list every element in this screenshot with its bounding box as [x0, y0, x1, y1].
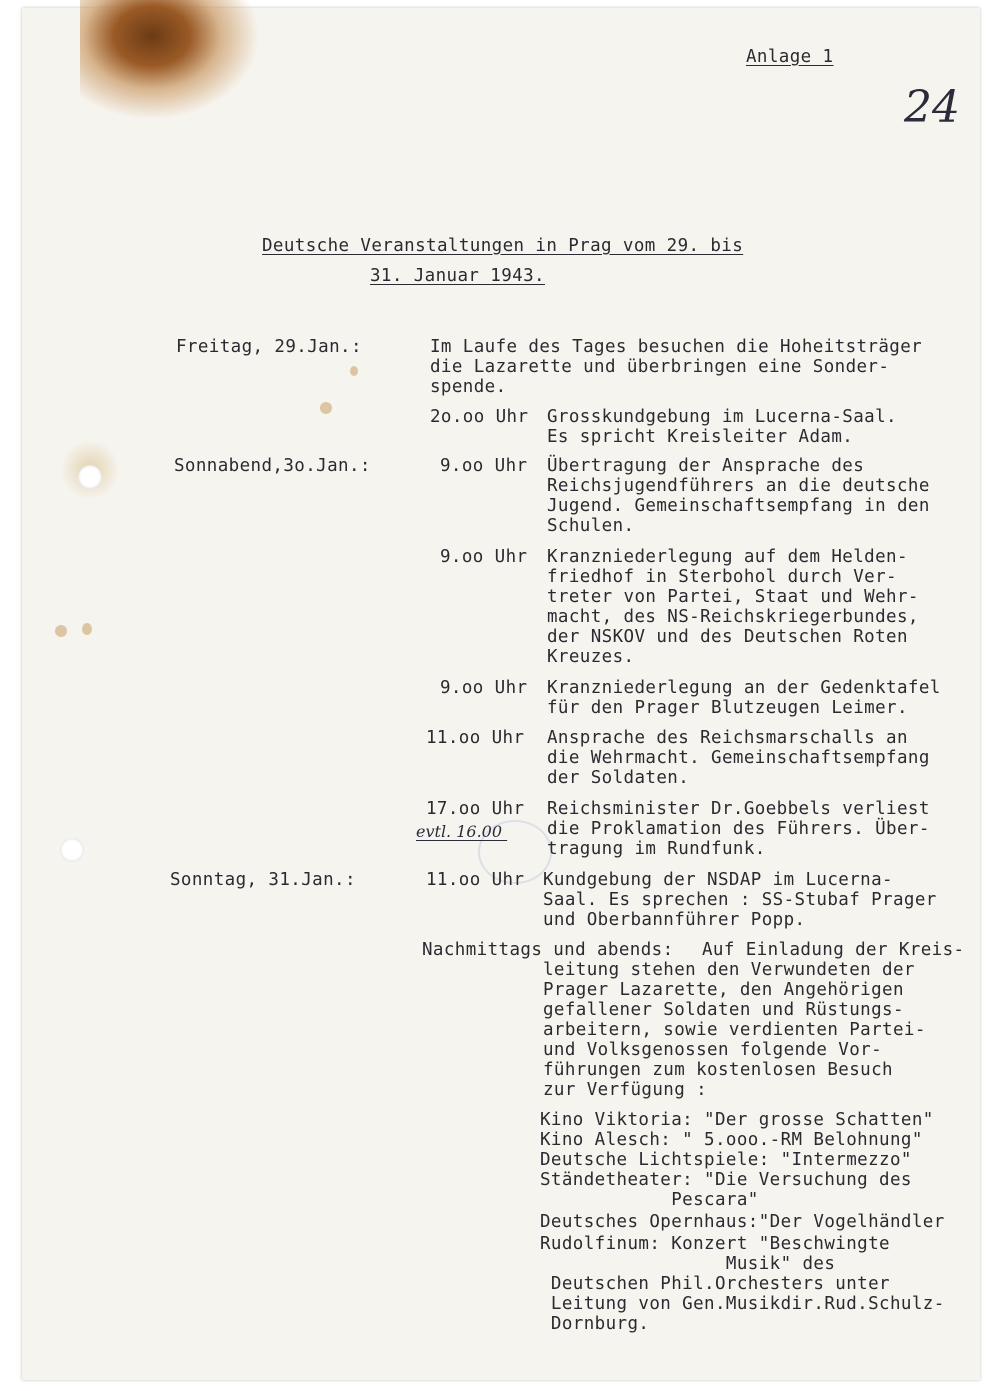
event-line: Kreuzes.	[547, 647, 635, 667]
event-line: arbeitern, sowie verdienten Partei-	[543, 1020, 926, 1040]
event-line: zur Verfügung :	[543, 1080, 708, 1100]
event-line: der Soldaten.	[547, 768, 690, 788]
event-line: die Proklamation des Führers. Über-	[547, 819, 930, 839]
event-line: treter von Partei, Staat und Wehr-	[547, 587, 919, 607]
event-line: macht, des NS-Reichskriegerbundes,	[547, 607, 919, 627]
event-line: Kundgebung der NSDAP im Lucerna-	[543, 870, 893, 890]
event-line: führungen zum kostenlosen Besuch	[543, 1060, 893, 1080]
stain-spot	[320, 402, 332, 414]
venue-line: Deutsches Opernhaus:"Der Vogelhändler	[540, 1212, 945, 1232]
event-line: Schulen.	[547, 516, 635, 536]
annex-label: Anlage 1	[746, 47, 834, 67]
event-line: Auf Einladung der Kreis-	[702, 940, 965, 960]
event-line: Übertragung der Ansprache des	[547, 456, 865, 476]
event-line: Kranzniederlegung an der Gedenktafel	[547, 678, 941, 698]
event-line: Saal. Es sprechen : SS-Stubaf Prager	[543, 890, 937, 910]
stain-spot	[350, 366, 358, 376]
event-line: Grosskundgebung im Lucerna-Saal.	[547, 407, 897, 427]
day-label-sunday: Sonntag, 31.Jan.:	[170, 870, 356, 890]
venue-line: Deutsche Lichtspiele: "Intermezzo"	[540, 1150, 912, 1170]
time-label: Nachmittags und abends:	[422, 940, 674, 960]
event-line: Ansprache des Reichsmarschalls an	[547, 728, 908, 748]
event-line: friedhof in Sterbohol durch Ver-	[547, 567, 897, 587]
handwritten-page-number: 24	[904, 82, 960, 133]
venue-line: Kino Viktoria: "Der grosse Schatten"	[540, 1110, 934, 1130]
time-label: 9.oo Uhr	[440, 456, 528, 476]
day-label-saturday: Sonnabend,3o.Jan.:	[174, 456, 371, 476]
venue-line: Kino Alesch: " 5.ooo.-RM Belohnung"	[540, 1130, 923, 1150]
venue-line: Ständetheater: "Die Versuchung des	[540, 1170, 912, 1190]
event-line: Reichsminister Dr.Goebbels verliest	[547, 799, 930, 819]
time-label: 9.oo Uhr	[440, 678, 528, 698]
event-line: Im Laufe des Tages besuchen die Hoheitsträger	[430, 337, 923, 357]
venue-line: Musik" des	[540, 1254, 836, 1274]
event-line: für den Prager Blutzeugen Leimer.	[547, 698, 908, 718]
time-label: 11.oo Uhr	[426, 870, 525, 890]
event-line: Kranzniederlegung auf dem Helden-	[547, 547, 908, 567]
event-line: Es spricht Kreisleiter Adam.	[547, 427, 854, 447]
document-title-line-2: 31. Januar 1943.	[370, 266, 545, 286]
event-line: Jugend. Gemeinschaftsempfang in den	[547, 496, 930, 516]
event-line: spende.	[430, 377, 507, 397]
punch-hole	[60, 838, 84, 862]
event-line: Reichsjugendführers an die deutsche	[547, 476, 930, 496]
event-line: und Oberbannführer Popp.	[543, 910, 806, 930]
venue-line: Rudolfinum: Konzert "Beschwingte	[540, 1234, 890, 1254]
event-line: leitung stehen den Verwundeten der	[543, 960, 915, 980]
day-label-friday: Freitag, 29.Jan.:	[176, 337, 362, 357]
time-label: 17.oo Uhr	[426, 799, 525, 819]
time-label: 2o.oo Uhr	[430, 407, 529, 427]
event-line: der NSKOV und des Deutschen Roten	[547, 627, 908, 647]
stain-spot	[82, 623, 92, 635]
event-line: tragung im Rundfunk.	[547, 839, 766, 859]
venue-line: Pescara"	[540, 1190, 759, 1210]
time-label: 9.oo Uhr	[440, 547, 528, 567]
stain-spot	[55, 625, 67, 637]
punch-hole	[78, 465, 102, 489]
time-label: 11.oo Uhr	[426, 728, 525, 748]
event-line: gefallener Soldaten und Rüstungs-	[543, 1000, 904, 1020]
burn-stain	[80, 0, 260, 120]
handwritten-time-note: evtl. 16.00	[416, 822, 508, 841]
venue-line: Deutschen Phil.Orchesters unter	[540, 1274, 890, 1294]
event-line: die Wehrmacht. Gemeinschaftsempfang	[547, 748, 930, 768]
event-line: Prager Lazarette, den Angehörigen	[543, 980, 904, 1000]
venue-line: Leitung von Gen.Musikdir.Rud.Schulz-	[540, 1294, 945, 1314]
venue-line: Dornburg.	[540, 1314, 650, 1334]
event-line: und Volksgenossen folgende Vor-	[543, 1040, 883, 1060]
document-title-line-1: Deutsche Veranstaltungen in Prag vom 29. bis	[262, 236, 744, 256]
event-line: die Lazarette und überbringen eine Sonder-	[430, 357, 890, 377]
